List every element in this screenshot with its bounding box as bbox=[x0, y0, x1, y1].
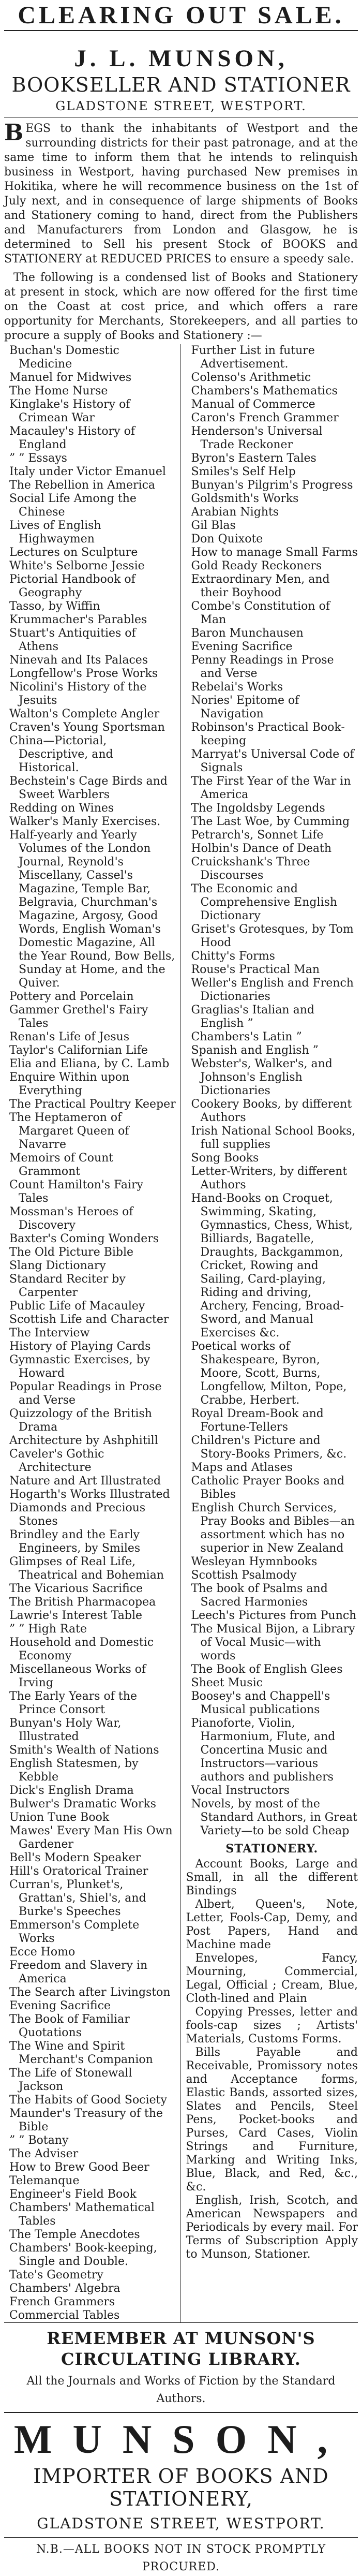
list-item: Maunder's Treasury of the Bible bbox=[9, 2107, 163, 2133]
stationery-list bbox=[186, 1858, 358, 2261]
list-item: Union Tune Book bbox=[9, 1811, 110, 1824]
divider bbox=[4, 30, 358, 31]
list-item: Byron's Eastern Tales bbox=[191, 452, 316, 465]
list-item: Lawrie's Interest Table bbox=[9, 1609, 143, 1622]
list-item: Architecture by Ashphitill bbox=[9, 1434, 158, 1447]
list-item: The Book of Familiar Quotations bbox=[9, 2013, 130, 2039]
right-book-list bbox=[186, 344, 358, 1838]
list-item: Hogarth's Works Illustrated bbox=[9, 1488, 170, 1501]
list-item: Standard Reciter by Carpenter bbox=[9, 1273, 126, 1299]
list-item: Miscellaneous Works of Irving bbox=[9, 1663, 146, 1689]
list-item: The Heptameron of Margaret Queen of Navarre bbox=[9, 1111, 129, 1151]
list-item: Public Life of Macauley bbox=[9, 1300, 145, 1313]
list-item: The Musical Bijon, a Library of Vocal Music—with words bbox=[191, 1623, 355, 1662]
list-item: Ninevah and Its Palaces bbox=[9, 654, 148, 667]
list-item: Stuart's Antiquities of Athens bbox=[9, 627, 136, 653]
list-item: Baxter's Coming Wonders bbox=[9, 1232, 159, 1245]
list-item: Don Quixote bbox=[191, 533, 263, 546]
list-item: Nature and Art Illustrated bbox=[9, 1475, 161, 1488]
journals-notice: All the Journals and Works of Fiction by the Standard Authors. bbox=[26, 2375, 336, 2405]
list-item: Wesleyan Hymnbooks bbox=[191, 1555, 318, 1568]
list-item: China—Pictorial, Descriptive, and Historical. bbox=[9, 734, 113, 774]
divider bbox=[4, 2537, 358, 2538]
list-item: Scottish Life and Character bbox=[9, 1313, 169, 1326]
bottom-business-title: IMPORTER OF BOOKS AND STATIONERY, bbox=[33, 2465, 329, 2510]
list-item: Boosey's and Chappell's Musical publications bbox=[191, 1690, 330, 1716]
list-item: Tasso, by Wiffin bbox=[9, 600, 100, 613]
list-item: Sheet Music bbox=[191, 1676, 263, 1689]
list-item: Renan's Life of Jesus bbox=[9, 1031, 130, 1043]
list-item: Gil Blas bbox=[191, 519, 236, 532]
list-item: Extraordinary Men, and their Boyhood bbox=[191, 573, 330, 599]
list-item: Freedom and Slavery in America bbox=[9, 1959, 148, 1985]
list-item: ” ” Essays bbox=[9, 452, 67, 465]
circulating-library-notice: REMEMBER AT MUNSON'S CIRCULATING LIBRARY. bbox=[47, 2329, 315, 2369]
list-item: Combe's Constitution of Man bbox=[191, 600, 330, 626]
list-item: Nicolini's History of the Jesuits bbox=[9, 681, 147, 707]
list-item: Scottish Psalmody bbox=[191, 1569, 297, 1582]
list-item: The Ingoldsby Legends bbox=[191, 802, 325, 815]
list-item: Mawes' Every Man His Own Gardener bbox=[9, 1824, 173, 1851]
list-item: The Search after Livingston bbox=[9, 1986, 171, 1999]
bottom-name: MUNSON, bbox=[13, 2417, 349, 2462]
list-item: Hill's Oratorical Trainer bbox=[9, 1865, 148, 1878]
list-item: Poetical works of Shakespeare, Byron, Moore, Scott, Burns, Longfellow, Milton, Pope, Crabbe, Herbert. bbox=[191, 1340, 347, 1407]
list-item: Popular Readings in Prose and Verse bbox=[9, 1380, 162, 1407]
list-item: Copying Presses, letter and fools-cap sizes ; Artists' Materials, Customs Forms. bbox=[186, 2006, 358, 2045]
list-item: Buchan's Domestic Medicine bbox=[9, 344, 119, 371]
list-item: Tate's Geometry bbox=[9, 2269, 103, 2281]
list-item: Walton's Complete Angler bbox=[9, 708, 160, 720]
bottom-address: GLADSTONE STREET, WESTPORT. bbox=[37, 2515, 325, 2532]
list-item: Taylor's Californian Life bbox=[9, 1044, 148, 1057]
stationery-heading: STATIONERY. bbox=[225, 1842, 319, 1856]
list-item: The Practical Poultry Keeper bbox=[9, 1098, 176, 1111]
list-item: Gammer Grethel's Fairy Tales bbox=[9, 1004, 148, 1030]
list-item: Leech's Pictures from Punch bbox=[191, 1609, 357, 1622]
list-item: Albert, Queen's, Note, Letter, Fools-Cap, Demy, and Post Papers, Hand and Machine made bbox=[186, 1898, 358, 1951]
list-item: Italy under Victor Emanuel bbox=[9, 465, 166, 478]
right-book-column bbox=[181, 344, 358, 2322]
list-item: The Early Years of the Prince Consort bbox=[9, 1690, 137, 1716]
list-item: Ecce Homo bbox=[9, 1946, 76, 1959]
list-item: Irish National School Books, full supplies bbox=[191, 1125, 356, 1151]
list-item: The Old Picture Bible bbox=[9, 1246, 134, 1259]
list-item: Engineer's Field Book bbox=[9, 2188, 137, 2201]
list-item: Craven's Young Sportsman bbox=[9, 721, 165, 734]
list-item: Catholic Prayer Books and Bibles bbox=[191, 1475, 345, 1501]
list-item: The Temple Anecdotes bbox=[9, 2228, 140, 2241]
list-item: Chitty's Forms bbox=[191, 950, 275, 963]
list-item: Envelopes, Fancy, Mourning, Commercial, Legal, Official ; Cream, Blue, Cloth-lined and Plain bbox=[186, 1952, 358, 2005]
list-item: Count Hamilton's Fairy Tales bbox=[9, 1179, 143, 1205]
list-item: Arabian Nights bbox=[191, 506, 279, 519]
list-item: Enquire Within upon Everything bbox=[9, 1071, 130, 1097]
list-item: Chambers' Algebra bbox=[9, 2282, 120, 2295]
list-item: Half-yearly and Yearly Volumes of the London Journal, Reynold's Miscellany, Cassel's Magazine, Temple Bar, Belgravia, Churchman's Magazine, Argosy, Good Words, English Woman's Domestic Magazine, All the Year Round, Bow Bells, Sunday at Home, and the Quiver. bbox=[9, 829, 175, 990]
list-item: Further List in future Advertisement. bbox=[191, 344, 315, 371]
list-item: The Last Woe, by Cumming bbox=[191, 815, 350, 828]
list-item: How to Brew Good Beer bbox=[9, 2161, 149, 2174]
list-item: Krummacher's Parables bbox=[9, 613, 147, 626]
list-item: The Life of Stonewall Jackson bbox=[9, 2067, 132, 2093]
list-item: Bills Payable and Receivable, Promissory notes and Acceptance forms, Elastic Bands, assorted sizes, Slates and Pencils, Steel Pens, Pocket-books and Purses, Card Cases, Violin Strings and Furniture, Marking and Writing Inks, Blue, Black, and Red, &c., &c. bbox=[186, 2046, 358, 2194]
list-item: Smiles's Self Help bbox=[191, 465, 296, 478]
list-item: Henderson's Universal Trade Reckoner bbox=[191, 425, 323, 451]
list-item: English Church Services, Pray Books and Bibles—an assortment which has no superior in New Zealand bbox=[191, 1502, 355, 1555]
list-item: Bunyan's Pilgrim's Progress bbox=[191, 479, 353, 492]
list-item: Goldsmith's Works bbox=[191, 492, 299, 505]
advertisement-page bbox=[0, 1, 362, 2573]
list-item: Lives of English Highwaymen bbox=[9, 519, 101, 546]
list-item: Diamonds and Precious Stones bbox=[9, 1502, 146, 1528]
list-item: Manual of Commerce bbox=[191, 398, 315, 411]
list-item: Cookery Books, by different Authors bbox=[191, 1098, 352, 1124]
list-item: Bechstein's Cage Birds and Sweet Warblers bbox=[9, 775, 168, 801]
list-item: History of Playing Cards bbox=[9, 1340, 151, 1353]
list-item: Account Books, Large and Small, in all the different Bindings bbox=[186, 1858, 358, 1897]
list-item: Children's Picture and Story-Books Primers, &c. bbox=[191, 1434, 347, 1461]
list-item: The Adviser bbox=[9, 2147, 79, 2160]
list-item: Nories' Epitome of Navigation bbox=[191, 694, 299, 720]
list-item: Dick's English Drama bbox=[9, 1784, 134, 1797]
nb-notice: N.B.—ALL BOOKS NOT IN STOCK PROMPTLY PROCURED. bbox=[36, 2543, 326, 2573]
list-item: White's Selborne Jessie bbox=[9, 560, 145, 572]
list-item: Petrarch's, Sonnet Life bbox=[191, 829, 324, 842]
list-item: Chambers' Mathematical Tables bbox=[9, 2201, 155, 2228]
list-item: Colenso's Arithmetic bbox=[191, 371, 311, 384]
list-item: Vocal Instructors bbox=[191, 1784, 290, 1797]
list-item: Glimpses of Real Life, Theatrical and Bohemian bbox=[9, 1555, 164, 1582]
list-item: Bell's Modern Speaker bbox=[9, 1851, 141, 1864]
list-item: Kinglake's History of Crimean War bbox=[9, 398, 130, 424]
list-item: Novels, by most of the Standard Authors, in Great Variety—to be sold Cheap bbox=[191, 1798, 357, 1837]
left-book-column bbox=[4, 344, 181, 2322]
list-item: Webster's, Walker's, and Johnson's English Dictionaries bbox=[191, 1057, 333, 1097]
intro-paragraph-2: The following is a condensed list of Books and Stationery at present in stock, which are now offered for the first time on the Coast at cost price, and which offers a rare opportunity for Merchants, Storekeepers, and all parties to procure a supply of Books and Stationery :— bbox=[4, 271, 358, 342]
list-item: Bulwer's Dramatic Works bbox=[9, 1798, 157, 1810]
list-item: Manuel for Midwives bbox=[9, 371, 132, 384]
list-item: Curran's, Plunket's, Grattan's, Shiel's, and Burke's Speeches bbox=[9, 1878, 146, 1918]
list-item: French Grammers bbox=[9, 2295, 115, 2308]
list-item: Caron's French Grammer bbox=[191, 411, 339, 424]
list-item: Pictorial Handbook of Geography bbox=[9, 573, 135, 599]
list-item: Pianoforte, Violin, Harmonium, Flute, and Concertina Music and Instructors—various authors and publishers bbox=[191, 1717, 336, 1784]
list-item: The Economic and Comprehensive English Dictionary bbox=[191, 882, 338, 922]
business-address: GLADSTONE STREET, WESTPORT. bbox=[55, 99, 307, 113]
list-item: Spanish and English ” bbox=[191, 1044, 319, 1057]
list-item: Chambers's Mathematics bbox=[191, 385, 338, 398]
drop-cap: B bbox=[4, 120, 24, 146]
list-item: Rebelai's Works bbox=[191, 681, 283, 694]
list-item: Holbin's Dance of Death bbox=[191, 842, 332, 855]
list-item: Graglias's Italian and English ” bbox=[191, 1004, 314, 1030]
list-item: Caveler's Gothic Architecture bbox=[9, 1448, 104, 1474]
list-item: Bunyan's Holy War, Illustrated bbox=[9, 1717, 122, 1743]
list-item: Longfellow's Prose Works bbox=[9, 667, 158, 680]
list-item: Memoirs of Count Grammont bbox=[9, 1152, 114, 1178]
list-item: Griset's Grotesques, by Tom Hood bbox=[191, 923, 354, 949]
list-item: Weller's English and French Dictionaries bbox=[191, 977, 354, 1003]
list-item: Redding on Wines bbox=[9, 802, 114, 815]
intro-text: EGS to thank the inhabitants of Westport and the surrounding districts for their past patronage, and at the same time to inform them that he intends to relinquish business in Westport, having purchased New premises in Hokitika, where he will recommence business on the 1st of July next, and in consequence of large shipments of Books and Stationery coming to hand, direct from the Publishers and Manufacturers from London and Glasgow, he is determined to Sell his present Stock of BOOKS and STATIONERY at REDUCED PRICES to ensure a speedy sale. bbox=[4, 122, 358, 266]
list-item: Smith's Wealth of Nations bbox=[9, 1744, 159, 1757]
list-item: Macauley's History of England bbox=[9, 425, 135, 451]
list-item: The Rebellion in America bbox=[9, 479, 156, 492]
list-item: Pottery and Porcelain bbox=[9, 990, 134, 1003]
list-item: Elia and Eliana, by C. Lamb bbox=[9, 1057, 170, 1070]
list-item: Telemanque bbox=[9, 2174, 80, 2187]
list-item: Gymnastic Exercises, by Howard bbox=[9, 1353, 150, 1380]
list-item: Chambers' Book-keeping, Single and Double. bbox=[9, 2242, 157, 2268]
list-item: Gold Ready Reckoners bbox=[191, 560, 322, 572]
list-item: Rouse's Practical Man bbox=[191, 963, 320, 976]
business-title: BOOKSELLER AND STATIONER bbox=[11, 73, 351, 96]
divider bbox=[4, 2322, 358, 2323]
list-item: Maps and Atlases bbox=[191, 1461, 293, 1474]
proprietor-name: J. L. MUNSON, bbox=[74, 45, 288, 72]
list-item: Social Life Among the Chinese bbox=[9, 492, 137, 519]
list-item: Hand-Books on Croquet, Swimming, Skating, Gymnastics, Chess, Whist, Billiards, Bagatelle, Draughts, Backgammon, Cricket, Rowing and Sailing, Card-playing, Riding and driving, Archery, Fencing, Broad-Sword, and Manual Exercises &c. bbox=[191, 1192, 353, 1339]
list-item: The Habits of Good Society bbox=[9, 2094, 167, 2107]
list-item: Slang Dictionary bbox=[9, 1259, 106, 1272]
list-item: English, Irish, Scotch, and American Newspapers and Periodicals by every mail. For Terms of Subscription Apply to Munson, Stationer. bbox=[186, 2194, 358, 2261]
list-item: ” ” Botany bbox=[9, 2134, 69, 2147]
intro-paragraph bbox=[4, 122, 358, 267]
list-item: The book of Psalms and Sacred Harmonies bbox=[191, 1582, 328, 1609]
book-list-columns bbox=[4, 344, 358, 2322]
list-item: Evening Sacrifice bbox=[191, 640, 293, 653]
list-item: ” ” High Rate bbox=[9, 1623, 87, 1636]
list-item: The British Pharmacopea bbox=[9, 1596, 156, 1609]
list-item: Walker's Manly Exercises. bbox=[9, 815, 161, 828]
sale-headline: CLEARING OUT SALE. bbox=[18, 2, 344, 29]
list-item: Letter-Writers, by different Authors bbox=[191, 1165, 348, 1191]
list-item: Evening Sacrifice bbox=[9, 1999, 111, 2012]
list-item: Emmerson's Complete Works bbox=[9, 1919, 140, 1945]
list-item: Baron Munchausen bbox=[191, 627, 304, 640]
list-item: The Wine and Spirit Merchant's Companion bbox=[9, 2040, 153, 2066]
list-item: Mossman's Heroes of Discovery bbox=[9, 1205, 133, 1232]
list-item: Brindley and the Early Engineers, by Smiles bbox=[9, 1528, 141, 1555]
list-item: The Book of English Glees bbox=[191, 1663, 343, 1676]
list-item: Marryat's Universal Code of Signals bbox=[191, 748, 354, 774]
list-item: How to manage Small Farms bbox=[191, 546, 358, 559]
list-item: The Vicarious Sacrifice bbox=[9, 1582, 143, 1595]
list-item: Robinson's Practical Book-keeping bbox=[191, 721, 345, 747]
list-item: The Interview bbox=[9, 1327, 90, 1339]
list-item: Cruickshank's Three Discourses bbox=[191, 856, 310, 882]
list-item: Lectures on Sculpture bbox=[9, 546, 138, 559]
list-item: Quizzology of the British Drama bbox=[9, 1407, 152, 1434]
list-item: Song Books bbox=[191, 1152, 259, 1165]
list-item: Penny Readings in Prose and Verse bbox=[191, 654, 334, 680]
list-item: Commercial Tables bbox=[9, 2309, 120, 2322]
list-item: Household and Domestic Economy bbox=[9, 1636, 154, 1662]
list-item: Royal Dream-Book and Fortune-Tellers bbox=[191, 1407, 324, 1434]
list-item: The First Year of the War in America bbox=[191, 775, 351, 801]
list-item: English Statesmen, by Kebble bbox=[9, 1757, 139, 1784]
list-item: Chambers's Latin ” bbox=[191, 1031, 302, 1043]
divider bbox=[4, 2412, 358, 2413]
list-item: The Home Nurse bbox=[9, 385, 108, 398]
